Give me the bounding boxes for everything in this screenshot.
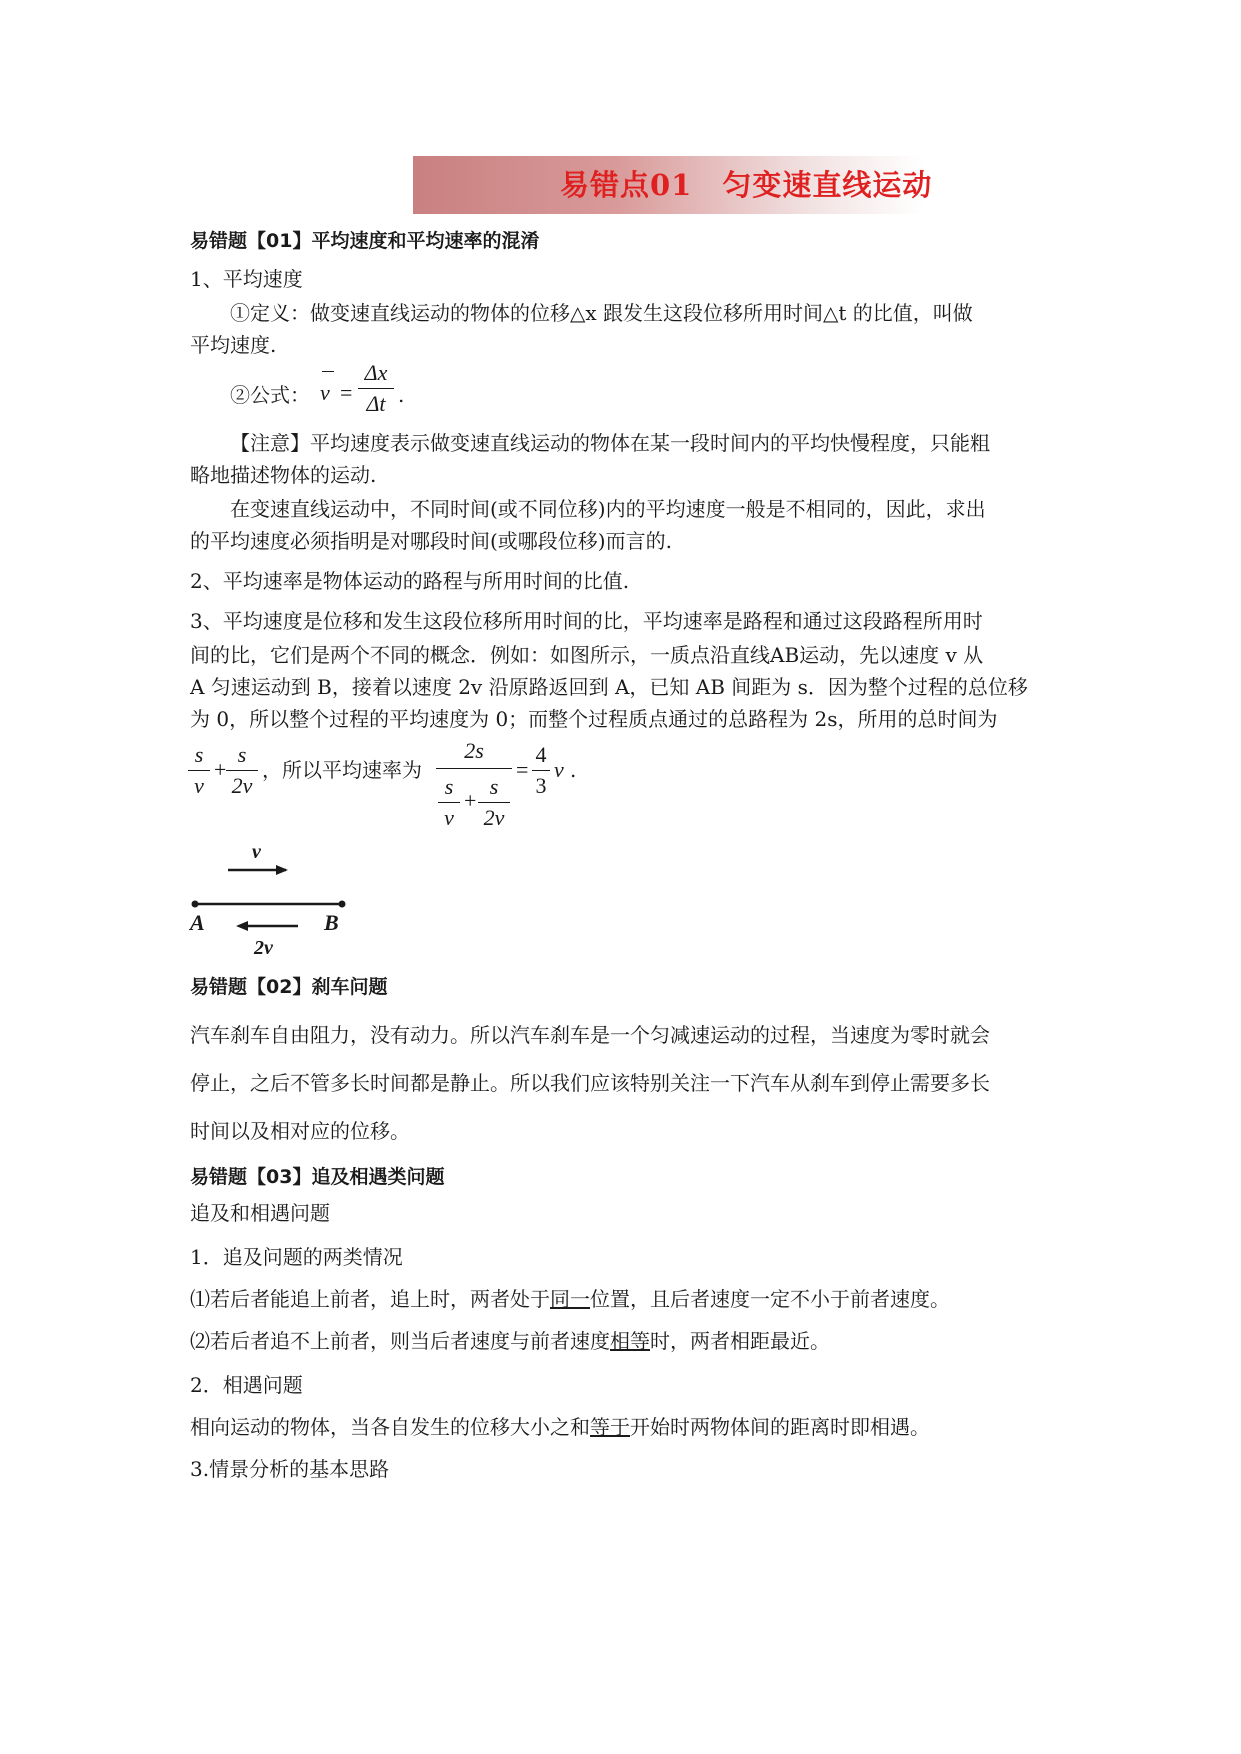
- chase-case-1-underlined: 同一: [550, 1287, 590, 1311]
- chase-item-1: 1．追及问题的两类情况: [190, 1245, 403, 1269]
- chase-case-2: [190, 1328, 830, 1354]
- formula-fraction: [358, 360, 394, 417]
- rate-result-fraction: [532, 742, 550, 799]
- rate-den-plus: +: [464, 788, 477, 813]
- section-heading-01: 易错题【01】平均速度和平均速率的混淆: [190, 230, 540, 252]
- rate-period: .: [570, 758, 577, 782]
- chase-case-1-text: ⑴若后者能追上前者，追上时，两者处于: [190, 1287, 550, 1311]
- point-b-label: B: [324, 910, 339, 935]
- formula-equals: =: [340, 380, 353, 405]
- diagram-label-v: v: [252, 841, 261, 863]
- rate-main-bar: [436, 768, 512, 769]
- definition-line-2: 平均速度.: [190, 333, 277, 357]
- time-fraction-1-num: s: [194, 742, 204, 767]
- fraction-bar: [358, 388, 394, 389]
- time-fraction-2: [226, 742, 258, 799]
- item-average-velocity-title: 1、平均速度: [190, 267, 303, 291]
- item3-line-3: A 匀速运动到 B，接着以速度 2v 沿原路返回到 A，已知 AB 间距为 s．因为整个过程的总位移: [190, 675, 1028, 699]
- meet-text-end: 开始时两物体间的距离时即相遇。: [630, 1415, 930, 1439]
- meet-text: 相向运动的物体，当各自发生的位移大小之和: [190, 1415, 590, 1439]
- diagram-label-2v: 2v: [254, 937, 273, 958]
- chase-meet-subtitle: 追及和相遇问题: [190, 1201, 330, 1225]
- rate-fraction: [436, 738, 512, 828]
- paragraph-line-1: 在变速直线运动中，不同时间(或不同位移)内的平均速度一般是不相同的，因此，求出: [230, 497, 986, 521]
- chase-case-1-text-end: 位置，且后者速度一定不小于前者速度。: [590, 1287, 950, 1311]
- time-fraction-2-num: s: [237, 742, 247, 767]
- arrow-forward-head: [276, 865, 288, 875]
- motion-diagram: [180, 838, 360, 958]
- formula-v-bar: [322, 371, 334, 372]
- fraction-bar: [532, 770, 550, 771]
- meet-item-2: 2．相遇问题: [190, 1373, 303, 1397]
- time-fraction-1-den: v: [194, 773, 204, 798]
- formula-v: v: [320, 380, 330, 405]
- definition-line-1: ①定义：做变速直线运动的物体的位移△x 跟发生这段位移所用时间△t 的比值，叫做: [230, 301, 973, 325]
- arrow-backward-head: [236, 921, 248, 931]
- rate-numerator: 2s: [464, 738, 484, 763]
- rate-den-fraction-2-den: 2v: [483, 805, 505, 830]
- formula-label: ②公式：: [230, 383, 310, 407]
- item3-line-2: 间的比，它们是两个不同的概念．例如：如图所示，一质点沿直线AB运动，先以速度 v 从: [190, 643, 984, 667]
- fraction-bar: [226, 770, 258, 771]
- chase-case-2-text: ⑵若后者追不上前者，则当后者速度与前者速度: [190, 1329, 610, 1353]
- formula-period: .: [398, 383, 405, 407]
- fraction-bar: [478, 802, 510, 803]
- point-a-label: A: [190, 910, 205, 935]
- point-b-dot: [339, 901, 346, 908]
- fraction-bar: [188, 770, 210, 771]
- scenario-analysis-item-3: 3.情景分析的基本思路: [190, 1457, 390, 1481]
- rate-text: ，所以平均速率为: [262, 758, 422, 782]
- braking-line-1: 汽车刹车自由阻力，没有动力。所以汽车刹车是一个匀减速运动的过程，当速度为零时就会: [190, 1023, 990, 1047]
- rate-equals: =: [516, 757, 529, 782]
- chase-case-2-underlined: 相等: [610, 1329, 650, 1353]
- fraction-bar: [438, 802, 460, 803]
- item3-line-4: 为 0，所以整个过程的平均速度为 0；而整个过程质点通过的总路程为 2s，所用的总时间为: [190, 707, 998, 731]
- rate-den-fraction-1: [438, 774, 460, 831]
- note-line-1: 【注意】平均速度表示做变速直线运动的物体在某一段时间内的平均快慢程度，只能粗: [230, 431, 990, 455]
- chase-case-2-text-end: 时，两者相距最近。: [650, 1329, 830, 1353]
- time-fraction-2-den: 2v: [231, 773, 253, 798]
- rate-den-fraction-2-num: s: [489, 774, 499, 799]
- paragraph-line-2: 的平均速度必须指明是对哪段时间(或哪段位移)而言的.: [190, 529, 672, 553]
- rate-den-fraction-1-den: v: [444, 805, 454, 830]
- braking-line-3: 时间以及相对应的位移。: [190, 1119, 410, 1143]
- section-heading-02: 易错题【02】刹车问题: [190, 976, 388, 998]
- page-title: 易错点01 匀变速直线运动: [560, 168, 933, 202]
- time-plus: +: [214, 757, 227, 782]
- chase-case-1: [190, 1286, 950, 1312]
- meet-underlined: 等于: [590, 1415, 630, 1439]
- rate-result-den: 3: [535, 773, 547, 798]
- note-line-2: 略地描述物体的运动.: [190, 463, 377, 487]
- braking-line-2: 停止，之后不管多长时间都是静止。所以我们应该特别关注一下汽车从刹车到停止需要多长: [190, 1071, 990, 1095]
- rate-den-fraction-1-num: s: [444, 774, 454, 799]
- formula-numerator: Δx: [364, 360, 388, 385]
- rate-den-fraction-2: [478, 774, 510, 831]
- section-heading-03: 易错题【03】追及相遇类问题: [190, 1166, 445, 1188]
- point-a-dot: [192, 901, 199, 908]
- rate-result-num: 4: [535, 742, 547, 767]
- formula-denominator: Δt: [366, 391, 386, 416]
- rate-result-v: v: [554, 757, 564, 782]
- item-average-rate: 2、平均速率是物体运动的路程与所用时间的比值.: [190, 569, 630, 593]
- item3-line-1: 3、平均速度是位移和发生这段位移所用时间的比，平均速率是路程和通过这段路程所用时: [190, 609, 983, 633]
- time-fraction-1: [188, 742, 210, 799]
- meet-description: [190, 1414, 930, 1440]
